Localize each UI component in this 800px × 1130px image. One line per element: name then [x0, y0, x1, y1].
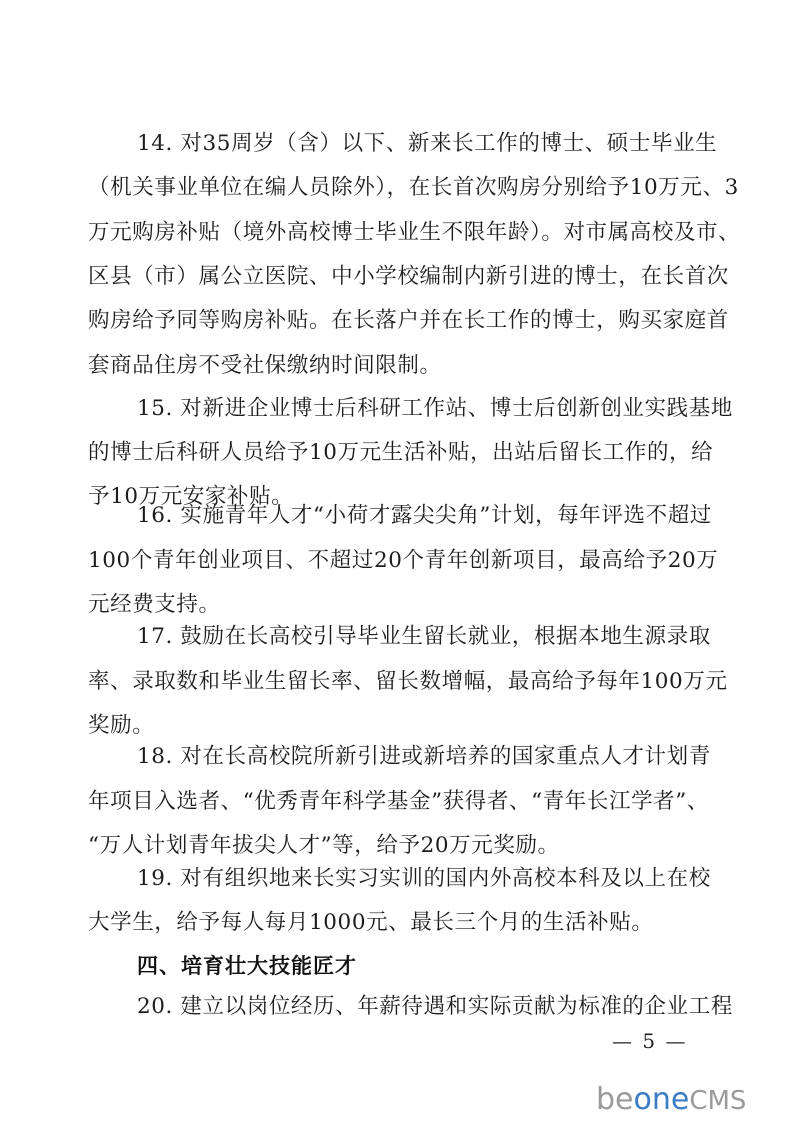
paragraph-line: 购房给予同等购房补贴。在长落户并在长工作的博士，购买家庭首	[88, 308, 729, 334]
paragraph-line: 18. 对在长高校院所新引进或新培养的国家重点人才计划青	[137, 744, 711, 769]
paragraph-line: 17. 鼓励在长高校引导毕业生留长就业，根据本地生源录取	[137, 624, 711, 649]
paragraph-line: （机关事业单位在编人员除外），在长首次购房分别给予10万元、3	[88, 175, 739, 201]
section-heading: 四、培育壮大技能匠才	[137, 954, 357, 978]
paragraph-line: 年项目入选者、“优秀青年科学基金”获得者、“青年长江学者”、	[88, 788, 709, 814]
paragraph-line: 100个青年创业项目、不超过20个青年创新项目，最高给予20万	[88, 547, 719, 573]
paragraph-line: 14. 对35周岁（含）以下、新来长工作的博士、硕士毕业生	[137, 131, 718, 156]
paragraph-line: 套商品住房不受社保缴纳时间限制。	[88, 352, 442, 378]
paragraph-line: 大学生，给予每人每月1000元、最长三个月的生活补贴。	[88, 910, 654, 935]
watermark-be: be	[596, 1082, 634, 1117]
watermark-logo	[596, 1083, 746, 1118]
paragraph-line: “万人计划青年拔尖人才”等，给予20万元奖励。	[88, 833, 560, 858]
paragraph-line: 奖励。	[88, 713, 155, 738]
paragraph-line: 予10万元安家补贴。	[88, 484, 294, 509]
watermark-one: one	[633, 1082, 690, 1117]
paragraph-line: 率、录取数和毕业生留长率、留长数增幅，最高给予每年100万元	[88, 668, 728, 694]
paragraph-line: 的博士后科研人员给予10万元生活补贴，出站后留长工作的，给	[88, 440, 714, 465]
paragraph-line: 16. 实施青年人才“小荷才露尖尖角”计划，每年评选不超过	[137, 503, 712, 528]
paragraph-line: 15. 对新进企业博士后科研工作站、博士后创新创业实践基地	[137, 396, 733, 421]
paragraph-line: 万元购房补贴（境外高校博士毕业生不限年龄）。对市属高校及市、	[88, 219, 741, 245]
watermark-cms: CMS	[689, 1086, 747, 1116]
paragraph-line: 20. 建立以岗位经历、年薪待遇和实际贡献为标准的企业工程	[137, 994, 733, 1019]
paragraph-line: 区县（市）属公立医院、中小学校编制内新引进的博士，在长首次	[88, 263, 729, 289]
page-number: — 5 —	[612, 1029, 688, 1053]
paragraph-line: 19. 对有组织地来长实习实训的国内外高校本科及以上在校	[137, 866, 711, 891]
paragraph-line: 元经费支持。	[88, 592, 221, 617]
